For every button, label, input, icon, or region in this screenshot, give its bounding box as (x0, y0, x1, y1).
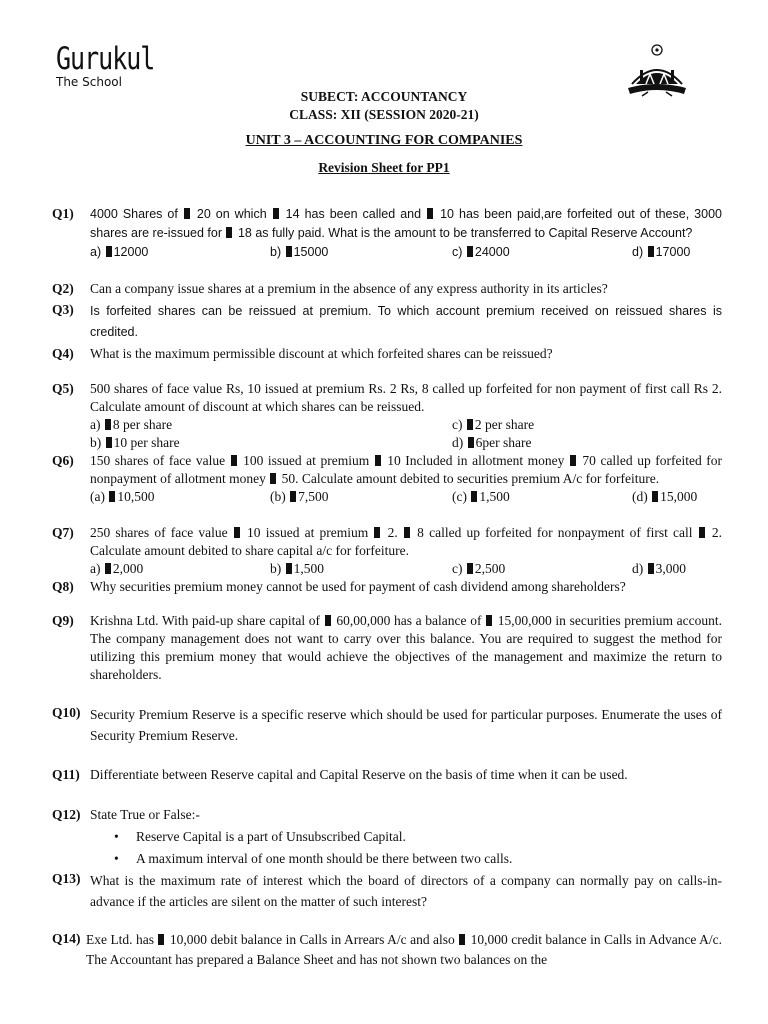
question-14 (52, 930, 722, 970)
question-1 (52, 205, 722, 261)
class-title: CLASS: XII (SESSION 2020-21) (289, 107, 479, 122)
question-number: Q10) (52, 705, 81, 720)
option-c: c) 2 per share (452, 417, 535, 432)
question-number: Q11) (52, 767, 80, 782)
question-number: Q14) (52, 931, 81, 946)
rupee-symbol-icon (467, 419, 473, 430)
rupee-symbol-icon (109, 491, 115, 502)
question-6 (52, 452, 722, 506)
question-13 (52, 870, 722, 912)
option-a: a) 8 per share (90, 417, 173, 432)
question-5 (52, 380, 722, 452)
option-d: d) 17000 (632, 245, 691, 259)
rupee-symbol-icon (158, 934, 164, 945)
rupee-symbol-icon (273, 208, 279, 219)
subject-title: SUBECT: ACCOUNTANCY (300, 89, 468, 104)
question-text: Krishna Ltd. With paid-up share capital of 60,00,000 has a balance of 15,00,000 in securities premium account. The company management does not want to carry over this balance. You are required to suggest the method for utilizing this premium money that would achieve the objectives of the management and maximize the return to shareholders. (90, 613, 722, 682)
question-12 (52, 806, 722, 870)
options-row (90, 416, 722, 434)
question-number: Q12) (52, 807, 81, 822)
rupee-symbol-icon (231, 455, 237, 466)
question-10 (52, 704, 722, 746)
option-d: d) 3,000 (632, 561, 686, 576)
true-false-list (90, 826, 722, 870)
option-c: c) 2,500 (452, 561, 506, 576)
rupee-symbol-icon (699, 527, 705, 538)
question-8 (52, 578, 722, 596)
rupee-symbol-icon (570, 455, 576, 466)
question-number: Q1) (52, 206, 74, 221)
list-item: • A maximum interval of one month should be there between two calls. (136, 848, 722, 870)
option-b: (b) 7,500 (270, 489, 329, 504)
rupee-symbol-icon (648, 563, 654, 574)
rupee-symbol-icon (226, 227, 232, 238)
rupee-symbol-icon (106, 246, 112, 257)
question-text: State True or False:- • Reserve Capital is a part of Unsubscribed Capital. • A maximum interval of one month should be there between two calls. (90, 806, 722, 870)
option-d: (d) 15,000 (632, 489, 698, 504)
question-number: Q7) (52, 525, 74, 540)
rupee-symbol-icon (270, 473, 276, 484)
question-number: Q5) (52, 381, 74, 396)
question-number: Q4) (52, 346, 74, 361)
list-item: • Reserve Capital is a part of Unsubscribed Capital. (136, 826, 722, 848)
rupee-symbol-icon (105, 419, 111, 430)
question-number: Q6) (52, 453, 74, 468)
question-text: Exe Ltd. has 10,000 debit balance in Calls in Arrears A/c and also 10,000 credit balance in Calls in Advance A/c. The Accountant has prepared a Balance Sheet and has not shown two balances on the (86, 932, 722, 967)
question-number: Q13) (52, 871, 81, 886)
rupee-symbol-icon (459, 934, 465, 945)
question-text: Can a company issue shares at a premium in the absence of any express authority in its articles? (90, 281, 608, 296)
rupee-symbol-icon (325, 615, 331, 626)
rupee-symbol-icon (290, 491, 296, 502)
options-row (90, 243, 722, 261)
question-7 (52, 524, 722, 578)
options-row (90, 560, 722, 578)
options-row (90, 434, 722, 452)
logo-wordmark: Gurukul (56, 40, 155, 77)
rupee-symbol-icon (286, 246, 292, 257)
rupee-symbol-icon (486, 615, 492, 626)
question-text: 150 shares of face value 100 issued at premium 10 Included in allotment money 70 called up forfeited for nonpayment of allotment money 50. Calculate amount debited to securities premium A/c for forfeiture. (a) 10,500 (b) 7,500 (c) 1,500 (d) 15,000 (90, 453, 722, 504)
question-text: 4000 Shares of 20 on which 14 has been called and 10 has been paid,are forfeited out of these, 3000 shares are re-issued for 18 as fully paid. What is the amount to be transferred to Capital Reserve Account? a) 12000 b) 15000 c) 24000 d) 17000 (90, 205, 722, 261)
question-number: Q2) (52, 281, 74, 296)
logo-subtitle: The School (56, 75, 122, 89)
rupee-symbol-icon (375, 455, 381, 466)
option-b: b) 15000 (270, 245, 329, 259)
option-c: (c) 1,500 (452, 489, 510, 504)
question-number: Q9) (52, 613, 74, 628)
rupee-symbol-icon (468, 437, 474, 448)
question-text: Differentiate between Reserve capital and Capital Reserve on the basis of time when it can be used. (90, 767, 628, 782)
question-3 (52, 301, 722, 343)
question-text: Security Premium Reserve is a specific reserve which should be used for particular purposes. Enumerate the uses of Security Premium Reserve. (90, 707, 722, 743)
option-a: (a) 10,500 (90, 489, 155, 504)
sheet-title: Revision Sheet for PP1 (318, 160, 450, 175)
question-text: Is forfeited shares can be reissued at premium. To which account premium received on reissued shares is credited. (90, 304, 722, 339)
question-9 (52, 612, 722, 684)
rupee-symbol-icon (184, 208, 190, 219)
option-a: a) 12000 (90, 245, 149, 259)
school-logo (56, 40, 154, 89)
option-b: b) 10 per share (90, 435, 180, 450)
option-d: d) 6per share (452, 435, 532, 450)
rupee-symbol-icon (427, 208, 433, 219)
question-text: 500 shares of face value Rs, 10 issued at premium Rs. 2 Rs, 8 called up forfeited for non payment of first call Rs 2. Calculate amount of discount at which shares can be reissued. a) 8 per share c) 2 per share b) 10 per share d) 6per share (90, 381, 722, 450)
option-a: a) 2,000 (90, 561, 144, 576)
rupee-symbol-icon (467, 563, 473, 574)
question-text: What is the maximum permissible discount at which forfeited shares can be reissued? (90, 346, 553, 361)
question-text: What is the maximum rate of interest which the board of directors of a company can normally pay on calls-in-advance if the articles are silent on the matter of such interest? (90, 873, 722, 909)
question-text: Why securities premium money cannot be used for payment of cash dividend among shareholders? (90, 579, 626, 594)
rupee-symbol-icon (404, 527, 410, 538)
rupee-symbol-icon (105, 563, 111, 574)
rupee-symbol-icon (471, 491, 477, 502)
rupee-symbol-icon (106, 437, 112, 448)
question-text: 250 shares of face value 10 issued at premium 2. 8 called up forfeited for nonpayment of first call 2. Calculate amount debited to share capital a/c for forfeiture. a) 2,000 b) 1,500 c) 2,500 d) 3,000 (90, 525, 723, 576)
question-number: Q3) (52, 302, 74, 317)
question-4 (52, 345, 722, 363)
option-b: b) 1,500 (270, 561, 324, 576)
rupee-symbol-icon (374, 527, 380, 538)
question-2 (52, 280, 722, 298)
option-c: c) 24000 (452, 245, 510, 259)
unit-title: UNIT 3 – ACCOUNTING FOR COMPANIES (245, 133, 523, 148)
rupee-symbol-icon (652, 491, 658, 502)
options-row (90, 488, 722, 506)
rupee-symbol-icon (467, 246, 473, 257)
question-number: Q8) (52, 579, 74, 594)
rupee-symbol-icon (286, 563, 292, 574)
question-11 (52, 766, 722, 784)
rupee-symbol-icon (234, 527, 240, 538)
rupee-symbol-icon (648, 246, 654, 257)
